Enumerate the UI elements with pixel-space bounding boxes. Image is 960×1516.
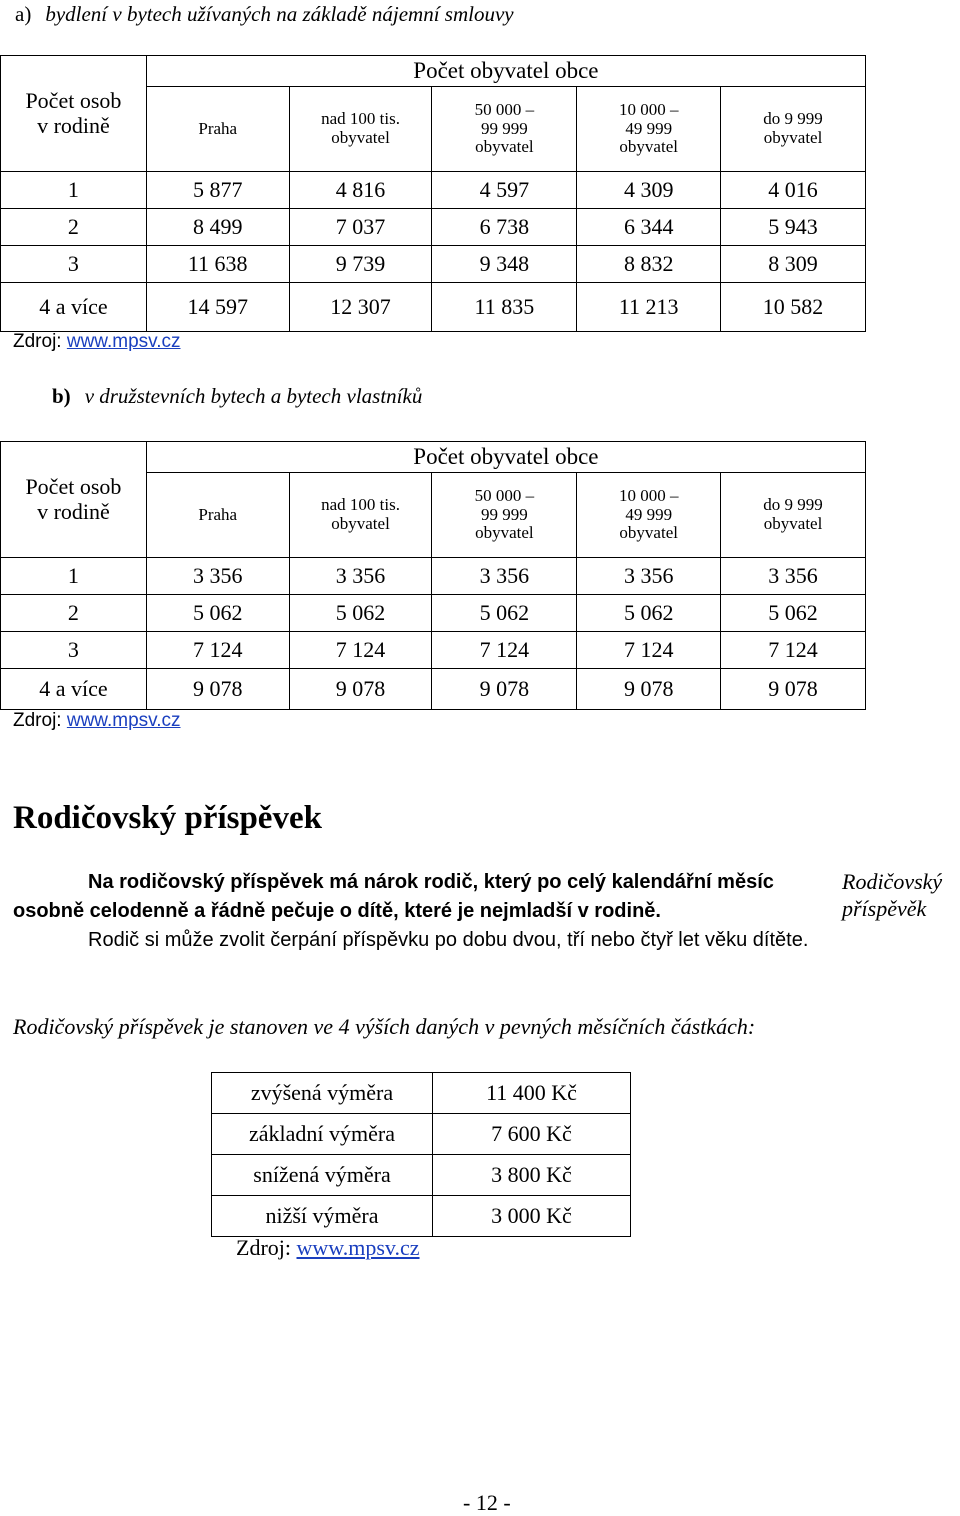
amount-row	[212, 1114, 631, 1155]
value-cell: 9 739	[289, 246, 432, 283]
column-header: 10 000 – 49 999 obyvatel	[577, 87, 721, 172]
persons-cell: 1	[1, 558, 147, 595]
side-note: Rodičovský příspěvěk	[842, 869, 943, 921]
value-cell: 7 124	[289, 632, 432, 669]
page-number: - 12 -	[463, 1490, 511, 1515]
value-cell: 9 078	[432, 669, 577, 710]
value-cell: 12 307	[289, 283, 432, 332]
group-header: Počet obyvatel obce	[146, 56, 865, 87]
column-header: 50 000 – 99 999 obyvatel	[432, 87, 577, 172]
persons-cell: 3	[1, 632, 147, 669]
amount-row	[212, 1073, 631, 1114]
value-cell: 14 597	[146, 283, 289, 332]
column-header: do 9 999 obyvatel	[721, 87, 866, 172]
value-cell: 4 597	[432, 172, 577, 209]
table-row	[1, 669, 866, 710]
value-cell: 8 832	[577, 246, 721, 283]
table-row	[1, 283, 866, 332]
value-cell: 5 062	[721, 595, 866, 632]
value-cell: 9 078	[289, 669, 432, 710]
parental-title: Rodičovský příspěvek	[13, 800, 322, 836]
data-table	[0, 55, 866, 332]
amount-name: snížená výměra	[212, 1155, 433, 1196]
value-cell: 9 078	[721, 669, 866, 710]
parental-eligibility-text: Na rodičovský příspěvek má nárok rodič, který po celý kalendářní měsíc osobně celodenně a řádně pečuje o dítě, které je nejmladší v rodině.	[13, 871, 774, 922]
value-cell: 7 124	[146, 632, 289, 669]
value-cell: 5 943	[721, 209, 866, 246]
amount-row	[212, 1196, 631, 1237]
value-cell: 11 638	[146, 246, 289, 283]
value-cell: 4 309	[577, 172, 721, 209]
value-cell: 3 356	[577, 558, 721, 595]
section-b-heading	[52, 384, 422, 409]
table-row	[1, 209, 866, 246]
table-row	[1, 172, 866, 209]
value-cell: 9 078	[146, 669, 289, 710]
value-cell: 9 348	[432, 246, 577, 283]
amount-name: základní výměra	[212, 1114, 433, 1155]
persons-cell: 4 a více	[1, 283, 147, 332]
value-cell: 9 078	[577, 669, 721, 710]
group-header: Počet obyvatel obce	[146, 442, 865, 473]
source-a-link[interactable]: www.mpsv.cz	[66, 331, 181, 352]
column-header: do 9 999 obyvatel	[721, 473, 866, 558]
value-cell: 7 124	[432, 632, 577, 669]
persons-cell: 3	[1, 246, 147, 283]
row-header-persons: Počet osob v rodině	[1, 442, 147, 558]
parental-duration-text: Rodič si může zvolit čerpání příspěvku po dobu dvou, tří nebo čtyř let věku dítěte.	[88, 929, 809, 951]
amounts-table	[211, 1072, 631, 1237]
value-cell: 6 344	[577, 209, 721, 246]
amount-value: 3 800 Kč	[433, 1155, 631, 1196]
source-c: Zdroj: www.mpsv.cz	[236, 1235, 420, 1260]
amount-name: nižší výměra	[212, 1196, 433, 1237]
source-c-link[interactable]: www.mpsv.cz	[296, 1235, 420, 1260]
column-header: 10 000 – 49 999 obyvatel	[577, 473, 721, 558]
value-cell: 3 356	[721, 558, 866, 595]
value-cell: 5 062	[146, 595, 289, 632]
section-a-heading	[15, 2, 514, 27]
value-cell: 7 124	[577, 632, 721, 669]
value-cell: 3 356	[432, 558, 577, 595]
column-header: nad 100 tis. obyvatel	[289, 87, 432, 172]
data-table	[0, 441, 866, 710]
value-cell: 7 037	[289, 209, 432, 246]
header-row	[1, 56, 866, 87]
value-cell: 5 062	[577, 595, 721, 632]
amount-value: 3 000 Kč	[433, 1196, 631, 1237]
parental-paragraph	[13, 868, 813, 955]
value-cell: 6 738	[432, 209, 577, 246]
section-b-label: b)	[52, 384, 71, 408]
value-cell: 10 582	[721, 283, 866, 332]
parental-intro: Rodičovský příspěvek je stanoven ve 4 výších daných v pevných měsíčních částkách:	[13, 1014, 756, 1039]
persons-cell: 2	[1, 209, 147, 246]
column-header: nad 100 tis. obyvatel	[289, 473, 432, 558]
column-header: Praha	[146, 87, 289, 172]
amount-value: 11 400 Kč	[433, 1073, 631, 1114]
value-cell: 5 062	[432, 595, 577, 632]
section-a-title: bydlení v bytech užívaných na základě nájemní smlouvy	[45, 2, 514, 26]
value-cell: 11 213	[577, 283, 721, 332]
amount-value: 7 600 Kč	[433, 1114, 631, 1155]
value-cell: 8 499	[146, 209, 289, 246]
header-row	[1, 442, 866, 473]
column-header: Praha	[146, 473, 289, 558]
persons-cell: 4 a více	[1, 669, 147, 710]
value-cell: 3 356	[289, 558, 432, 595]
value-cell: 8 309	[721, 246, 866, 283]
value-cell: 11 835	[432, 283, 577, 332]
table-row	[1, 632, 866, 669]
value-cell: 5 877	[146, 172, 289, 209]
section-a-label: a)	[15, 2, 32, 26]
column-header: 50 000 – 99 999 obyvatel	[432, 473, 577, 558]
row-header-persons: Počet osob v rodině	[1, 56, 147, 172]
source-b: Zdroj: www.mpsv.cz	[13, 710, 181, 731]
value-cell: 3 356	[146, 558, 289, 595]
table-row	[1, 558, 866, 595]
source-a: Zdroj: www.mpsv.cz	[13, 331, 181, 352]
value-cell: 4 816	[289, 172, 432, 209]
value-cell: 4 016	[721, 172, 866, 209]
amount-name: zvýšená výměra	[212, 1073, 433, 1114]
source-b-link[interactable]: www.mpsv.cz	[66, 710, 181, 731]
persons-cell: 2	[1, 595, 147, 632]
table-row	[1, 246, 866, 283]
value-cell: 5 062	[289, 595, 432, 632]
table-row	[1, 595, 866, 632]
value-cell: 7 124	[721, 632, 866, 669]
section-b-title: v družstevních bytech a bytech vlastníků	[84, 384, 423, 408]
amount-row	[212, 1155, 631, 1196]
persons-cell: 1	[1, 172, 147, 209]
